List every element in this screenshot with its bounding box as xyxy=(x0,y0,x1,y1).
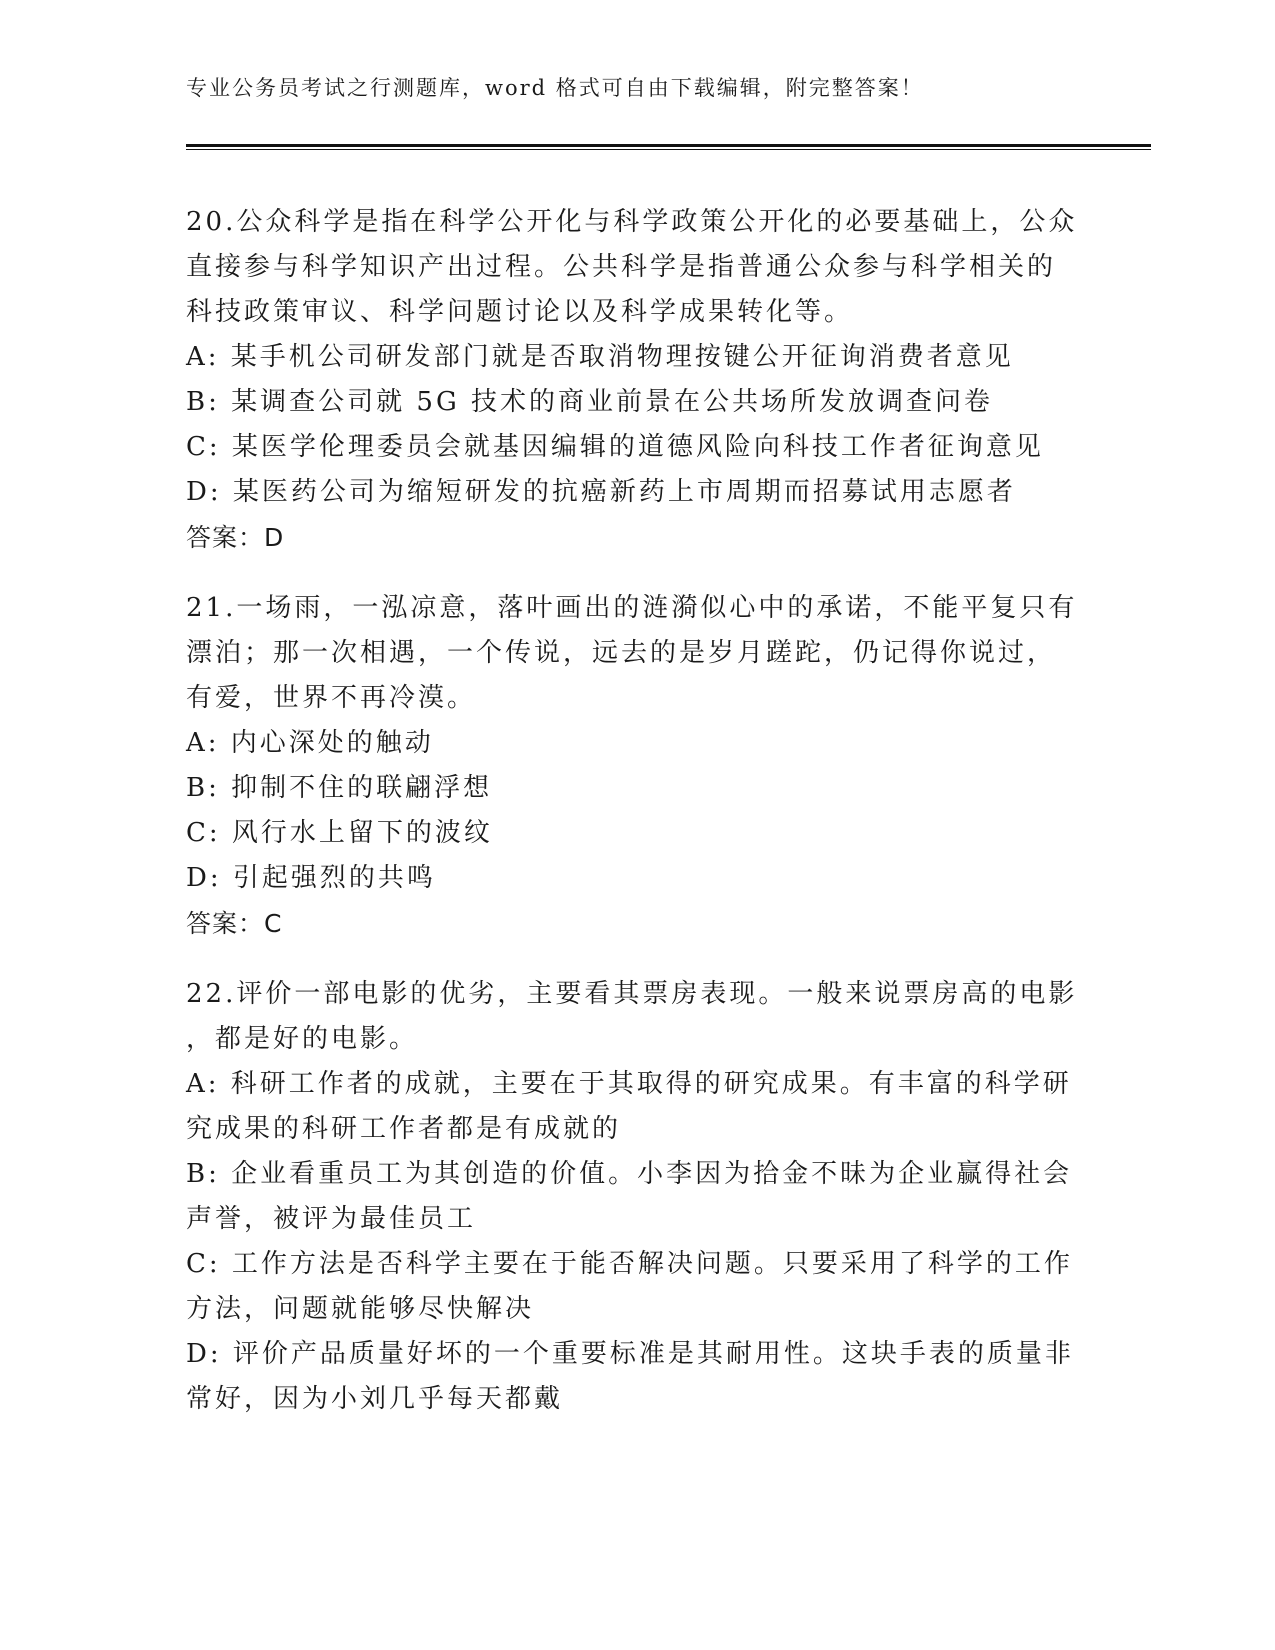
header-rule-thick xyxy=(186,144,1151,147)
option-b: B: 某调查公司就 5G 技术的商业前景在公共场所发放调查问卷 xyxy=(186,387,993,417)
option-d: D: 某医药公司为缩短研发的抗癌新药上市周期而招募试用志愿者 xyxy=(186,477,1016,507)
option-c: C: 风行水上留下的波纹 xyxy=(186,818,493,848)
option-a: A: 某手机公司研发部门就是否取消物理按键公开征询消费者意见 xyxy=(186,342,1014,372)
option-b: B: 企业看重员工为其创造的价值。小李因为拾金不昧为企业赢得社会 xyxy=(186,1159,1073,1189)
question-stem-line: 有爱，世界不再冷漠。 xyxy=(186,683,477,713)
option-d: D: 评价产品质量好坏的一个重要标准是其耐用性。这块手表的质量非 xyxy=(186,1339,1074,1369)
question-stem-line: 漂泊；那一次相遇，一个传说，远去的是岁月蹉跎，仍记得你说过， xyxy=(186,638,1057,668)
option-a: A: 科研工作者的成就，主要在于其取得的研究成果。有丰富的科学研 xyxy=(186,1069,1072,1099)
option-d-continued: 常好，因为小刘几乎每天都戴 xyxy=(186,1384,564,1414)
question-list xyxy=(186,200,1086,1448)
question-stem-line: 科技政策审议、科学问题讨论以及科学成果转化等。 xyxy=(186,297,854,327)
option-c-continued: 方法，问题就能够尽快解决 xyxy=(186,1294,535,1324)
option-b: B: 抑制不住的联翩浮想 xyxy=(186,773,493,803)
question-20 xyxy=(186,200,1086,560)
option-a: A: 内心深处的触动 xyxy=(186,728,434,758)
question-22 xyxy=(186,972,1086,1422)
question-stem-line: 20.公众科学是指在科学公开化与科学政策公开化的必要基础上，公众 xyxy=(186,207,1078,237)
question-stem-line: 直接参与科学知识产出过程。公共科学是指普通公众参与科学相关的 xyxy=(186,252,1057,282)
option-d: D: 引起强烈的共鸣 xyxy=(186,863,436,893)
question-stem-line: ，都是好的电影。 xyxy=(186,1024,419,1054)
option-b-continued: 声誉，被评为最佳员工 xyxy=(186,1204,477,1234)
header-rule-thin xyxy=(186,149,1151,150)
answer-line: 答案：C xyxy=(186,909,283,938)
question-stem-line: 22.评价一部电影的优劣，主要看其票房表现。一般来说票房高的电影 xyxy=(186,979,1078,1009)
question-stem-line: 21.一场雨，一泓凉意，落叶画出的涟漪似心中的承诺，不能平复只有 xyxy=(186,593,1078,623)
option-c: C: 某医学伦理委员会就基因编辑的道德风险向科技工作者征询意见 xyxy=(186,432,1044,462)
option-a-continued: 究成果的科研工作者都是有成就的 xyxy=(186,1114,622,1144)
answer-line: 答案：D xyxy=(186,523,285,552)
page-header: 专业公务员考试之行测题库，word 格式可自由下载编辑，附完整答案！ xyxy=(186,76,924,100)
question-21 xyxy=(186,586,1086,946)
option-c: C: 工作方法是否科学主要在于能否解决问题。只要采用了科学的工作 xyxy=(186,1249,1073,1279)
